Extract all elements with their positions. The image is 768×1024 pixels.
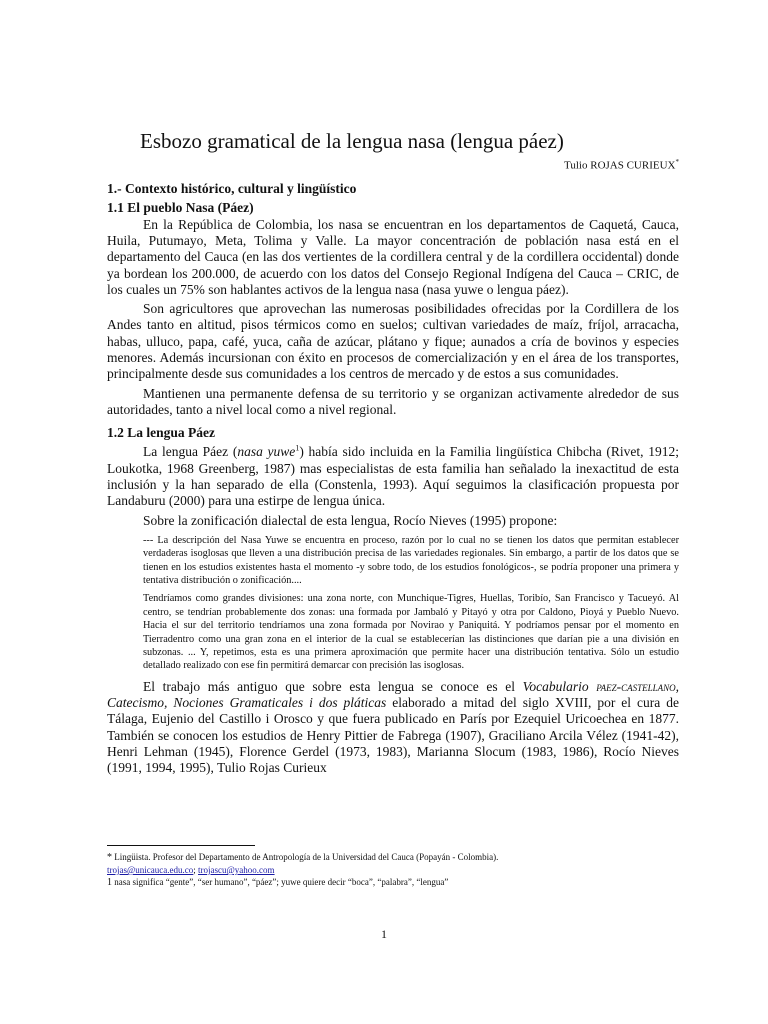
footnotes (107, 851, 679, 889)
footnote-author: * Lingüista. Profesor del Departamento de Antropología de la Universidad del Cauca (Popayán - Colombia). trojas@unicauca.edu.co; trojascu@yahoo.com (107, 852, 499, 875)
paragraph-agriculture: Son agricultores que aprovechan las numerosas posibilidades ofrecidas por la Cordillera de los Andes tanto en altitud, pisos térmicos como en suelos; cultivan variedades de maíz, fríjol, arracacha, habas, ulluco, papa, café, yuca, caña de azúcar, plátano y fique; aunados a cría de bovinos y especies menores. Además incursionan con éxito en procesos de comercialización y en el área de los transportes, principalmente desde sus comunidades a los centros de mercado y de estos a sus comunidades. (107, 301, 679, 382)
document-title: Esbozo gramatical de la lengua nasa (lengua páez) (140, 129, 564, 153)
section-1-heading: 1.- Contexto histórico, cultural y lingüístico (107, 180, 357, 196)
author-line (107, 155, 679, 173)
paragraph-nasa-location: En la República de Colombia, los nasa se encuentran en los departamentos de Caquetá, Cauca, Huila, Putumayo, Meta, Tolima y Valle. La mayor concentración de población nasa está en el departamento del Cauca (en las dos vertientes de la cordillera central y de la cordillera occidental) donde ya bordean los 200.000, de acuerdo con los datos del Consejo Regional Indígena del Cauca – CRIC, de los cuales un 75% son hablantes activos de la lengua nasa (nasa yuwe o lengua páez). (107, 216, 679, 297)
section-1-2-heading: 1.2 La lengua Páez (107, 425, 215, 441)
email-link-unicauca[interactable]: trojas@unicauca.edu.co (107, 865, 194, 875)
footnote-ref-1[interactable]: 1 (295, 443, 300, 453)
paragraph-territory: Mantienen una permanente defensa de su territorio y se organizan activamente alrededor de sus autoridades, tanto a nivel local como a nivel regional. (107, 385, 679, 417)
term-nasa-yuwe: nasa yuwe (237, 444, 296, 460)
footnote-separator (107, 845, 255, 846)
paragraph-classification: La lengua Páez (nasa yuwe$^1$) había sido incluida en la Familia lingüística Chibcha (Rivet, 1912; Loukotka, 1968 Greenberg, 1987) mas especialistas de esta familia han señalado la inexactitud de esta inclusión y la han separado de ella (Constenla, 1993). Aquí seguimos la clasificación propuesta por Landaburu (2000) para una estirpe de lengua única. (107, 443, 679, 509)
page-body (107, 128, 679, 777)
author-name: Tulio ROJAS CURIEUX (564, 159, 676, 172)
email-link-yahoo[interactable]: trojascu@yahoo.com (198, 865, 275, 875)
block-quote-1: --- La descripción del Nasa Yuwe se encuentra en proceso, razón por lo cual no se tienen los datos que permitan establecer verdaderas isoglosas que lleven a una distribución precisa de las variedades regionales. Sin embargo, a partir de los datos que se tienen en los estudios existentes hasta el momento -y sobre todo, de los estudios fonológicos-, se podría proponer una primera y tentativa distribución o zonificación.... (143, 534, 679, 586)
quote-intro: Sobre la zonificación dialectal de esta lengua, Rocío Nieves (1995) propone: (143, 513, 558, 529)
paragraph-earliest-work: El trabajo más antiguo que sobre esta lengua se conoce es el Vocabulario paez-castellano, Catecismo, Nociones Gramaticales i dos pláticas elaborado a mitad del siglo XVIII, por el cura de Tálaga, Eujenio del Castillo i Orosco y que fuera publicado en París por Ezequiel Uricoechea en 1877. También se conocen los estudios de Henry Pittier de Fabrega (1907), Graciliano Arcila Vélez (1941-42), Henri Lehman (1945), Florence Gerdel (1973, 1983), Marianna Slocum (1983, 1986), Rocío Nieves (1991, 1994, 1995), Tulio Rojas Curieux (107, 678, 680, 776)
author-footnote-mark: * (675, 158, 679, 166)
block-quote-2: Tendríamos como grandes divisiones: una zona norte, con Munchique-Tigres, Huellas, Toribío, San Francisco y Tacueyó. Al centro, se tendrían probablemente dos zonas: una formada por Jambaló y Pitayó y otra por Caldono, Pioyá y Pueblo Nuevo. Hacia el sur del territorio tendríamos una zona formada por Novirao y Paniquitá. Y podríamos pensar por el momento en Tierradentro como una gran zona en el interior de la cual se establecerían las distinciones que darían pie a una división en subzonas. ... Y, repetimos, esta es una primera aproximación que permite hacer una distribución tentativa. Sólo un estudio detallado realizado con ese fin permitirá demarcar con precisión las isoglosas. (143, 593, 679, 672)
section-1-1-heading: 1.1 El pueblo Nasa (Páez) (107, 199, 254, 215)
page-number: 1 (381, 927, 387, 941)
footnote-1: 1 nasa significa “gente”, “ser humano”, “páez”; yuwe quiere decir “boca”, “palabra”, “lengua” (107, 877, 449, 888)
